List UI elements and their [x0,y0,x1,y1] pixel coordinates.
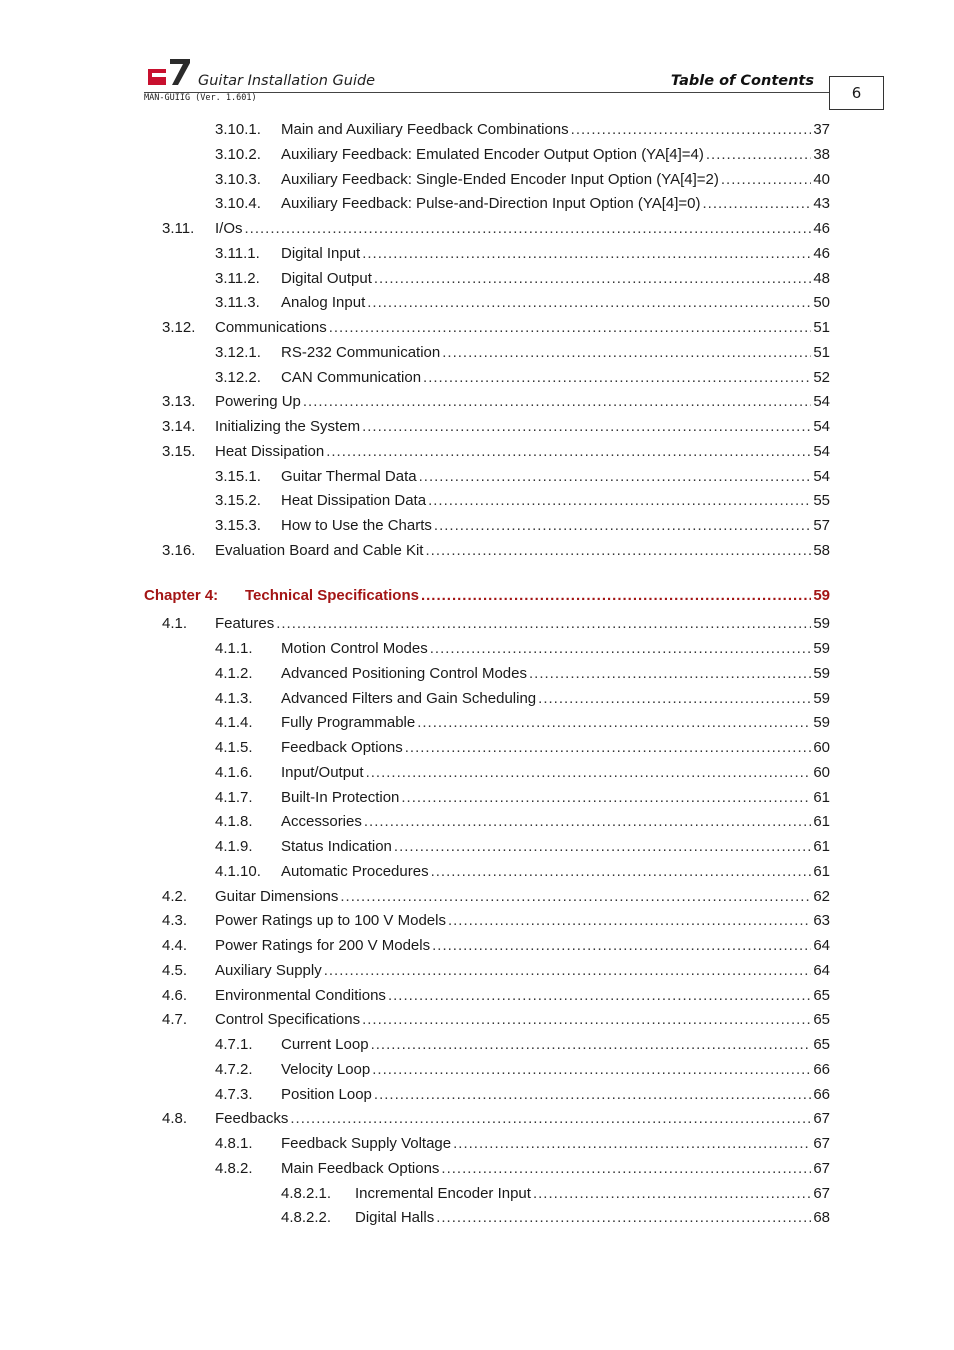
toc-entry-page: 63 [813,912,830,930]
toc-entry[interactable] [0,836,954,858]
document-version: MAN-GUIIG (Ver. 1.601) [144,93,257,103]
toc-entry-number: 3.11.3. [215,294,260,312]
toc-entry-title-line [215,886,830,908]
toc-entry[interactable] [0,218,954,240]
toc-dot-leader [417,712,811,734]
toc-entry-title-line [215,540,830,562]
toc-entry-title-line [281,836,830,858]
toc-entry-title: Velocity Loop [281,1060,371,1078]
toc-entry-number: 4.1.6. [215,763,253,781]
toc-entry-page: 65 [813,986,830,1004]
toc-entry-number: 4.8.2.1. [281,1184,332,1202]
toc-entry-title: Built-In Protection [281,788,400,806]
toc-entry[interactable] [0,193,954,215]
toc-entry[interactable] [0,638,954,660]
toc-entry-page: 40 [813,170,830,188]
toc-entry-number: 4.1.10. [215,862,261,880]
toc-entry-number: 4.1.2. [215,664,253,682]
toc-entry-number: 4.3. [162,912,188,930]
toc-entry[interactable] [0,342,954,364]
toc-entry-title-line [215,613,830,635]
toc-dot-leader [432,935,811,957]
toc-entry-title-line [281,367,830,389]
toc-entry-title-line [281,466,830,488]
toc-entry-page: 62 [813,887,830,905]
toc-entry-page: 59 [813,664,830,682]
toc-entry-title-line [281,1034,830,1056]
toc-entry-number: 4.7. [162,1011,188,1029]
toc-entry-title-line [215,218,830,240]
toc-entry[interactable] [0,861,954,883]
toc-entry-title-line [281,1158,830,1180]
toc-dot-leader [366,762,812,784]
toc-entry[interactable] [0,613,954,635]
toc-entry-title-line [215,935,830,957]
toc-entry-page: 61 [813,788,830,806]
toc-entry-number: 3.10.1. [215,121,261,138]
toc-dot-leader [419,466,812,488]
toc-entry-number: 4.7.1. [215,1036,253,1053]
toc-entry-page: 38 [813,145,830,163]
toc-entry-page: 51 [813,319,830,336]
toc-dot-leader [431,861,812,883]
toc-entry-page: 61 [813,862,830,880]
toc-dot-leader [362,1009,811,1031]
toc-entry-title: Power Ratings up to 100 V Models [215,912,446,930]
toc-entry-title-line [245,585,830,607]
toc-entry-title: Auxiliary Supply [215,961,322,979]
toc-entry-title: Main and Auxiliary Feedback Combinations [281,121,569,138]
toc-entry-title-line [215,960,830,982]
toc-entry-page: 46 [813,220,830,237]
toc-entry[interactable] [0,391,954,413]
toc-entry-title-line [281,243,830,265]
toc-entry-title-line [281,861,830,883]
toc-entry-title: Control Specifications [215,1011,361,1029]
toc-entry[interactable] [0,811,954,833]
toc-entry-title: Motion Control Modes [281,640,428,657]
toc-entry-title: Digital Output [281,269,372,287]
toc-entry-title: Features [215,615,275,633]
toc-entry-page: 59 [813,689,830,707]
toc-entry-title: CAN Communication [281,368,422,386]
toc-entry[interactable] [0,663,954,685]
toc-entry-number: Chapter 4: [144,586,219,604]
toc-entry[interactable] [0,762,954,784]
toc-entry[interactable] [0,1133,954,1155]
toc-entry-title: Accessories [281,813,362,831]
toc-entry-title: Feedbacks [215,1110,289,1128]
toc-entry[interactable] [0,243,954,265]
toc-entry-page: 54 [813,442,830,460]
toc-entry-title-line [281,712,830,734]
toc-entry-number: 3.15. [162,442,196,460]
toc-entry-title: Feedback Supply Voltage [281,1135,452,1152]
toc-dot-leader [276,613,811,635]
toc-entry-page: 52 [813,368,830,386]
toc-entry-title: Status Indication [281,838,392,855]
toc-entry-title-line [281,1084,830,1106]
toc-entry-title-line [215,391,830,413]
toc-entry[interactable] [0,910,954,932]
toc-dot-leader [436,1207,811,1229]
toc-dot-leader [448,910,811,932]
toc-entry-title-line [281,762,830,784]
toc-entry[interactable] [0,367,954,389]
toc-entry-page: 61 [813,813,830,831]
toc-entry[interactable] [0,268,954,290]
toc-entry[interactable] [0,292,954,314]
toc-dot-leader [428,490,811,512]
toc-entry[interactable] [0,1158,954,1180]
toc-entry-page: 58 [813,541,830,559]
toc-entry-title-line [281,490,830,512]
toc-entry-page: 65 [813,1011,830,1029]
toc-entry-title: Auxiliary Feedback: Single-Ended Encoder Input Option (YA[4]=2) [281,170,719,188]
toc-dot-leader [371,1034,812,1056]
toc-entry[interactable] [0,416,954,438]
toc-dot-leader [290,1108,811,1130]
toc-entry-number: 4.1.8. [215,813,253,831]
toc-entry-number: 4.8.2. [215,1159,253,1177]
toc-entry-number: 3.15.3. [215,517,261,534]
toc-entry-number: 4.7.2. [215,1060,253,1078]
toc-entry-number: 3.16. [162,541,196,559]
toc-entry-page: 61 [813,838,830,855]
toc-entry-page: 59 [813,615,830,633]
toc-entry-title: Communications [215,319,327,336]
toc-dot-leader [430,638,812,660]
toc-dot-leader [441,1158,811,1180]
toc-dot-leader [340,886,811,908]
toc-entry-number: 3.11. [162,220,195,237]
toc-entry-page: 66 [813,1060,830,1078]
toc-dot-leader [425,540,811,562]
toc-entry-number: 4.2. [162,887,188,905]
toc-dot-leader [324,960,812,982]
toc-entry-title: Fully Programmable [281,714,416,732]
toc-entry-page: 48 [813,269,830,287]
toc-dot-leader [367,292,811,314]
toc-entry-title: Powering Up [215,393,301,411]
toc-entry-number: 3.15.2. [215,492,261,510]
toc-dot-leader [388,985,811,1007]
toc-entry-page: 43 [813,195,830,213]
toc-entry[interactable] [0,441,954,463]
toc-entry-number: 3.12.2. [215,368,261,386]
toc-entry-title-line [281,638,830,660]
toc-dot-leader [394,836,811,858]
toc-entry-number: 4.8.2.2. [281,1209,332,1227]
toc-dot-leader [329,317,812,339]
toc-entry-title: Analog Input [281,294,366,312]
toc-dot-leader [706,144,811,166]
toc-entry-title: Digital Halls [355,1209,435,1227]
toc-entry-title: How to Use the Charts [281,517,432,534]
toc-entry[interactable] [0,169,954,191]
toc-dot-leader [364,811,811,833]
toc-entry[interactable] [0,1207,954,1229]
toc-entry[interactable] [0,144,954,166]
elmo-logo-icon [148,57,190,87]
toc-dot-leader [372,1059,811,1081]
toc-entry-page: 68 [813,1209,830,1227]
toc-entry-page: 59 [813,640,830,657]
toc-entry[interactable] [0,317,954,339]
toc-entry-title: Evaluation Board and Cable Kit [215,541,424,559]
toc-entry[interactable] [0,688,954,710]
toc-dot-leader [401,787,811,809]
toc-entry-title: Auxiliary Feedback: Emulated Encoder Output Option (YA[4]=4) [281,145,704,163]
toc-dot-leader [374,268,811,290]
toc-chapter-entry[interactable] [0,585,954,607]
toc-entry-title-line [281,688,830,710]
toc-entry-number: 3.13. [162,393,196,411]
toc-entry[interactable] [0,1059,954,1081]
toc-entry-page: 65 [813,1036,830,1053]
toc-entry-number: 4.1.9. [215,838,253,855]
toc-entry-page: 67 [813,1110,830,1128]
toc-entry-number: 4.1.3. [215,689,253,707]
toc-entry-title: Advanced Positioning Control Modes [281,664,527,682]
toc-entry-page: 67 [813,1184,830,1202]
toc-entry-title-line [281,292,830,314]
toc-entry[interactable] [0,787,954,809]
toc-dot-leader [721,169,811,191]
toc-entry-number: 4.1.5. [215,739,253,756]
toc-dot-leader [434,515,811,537]
toc-entry-title-line [281,515,830,537]
toc-entry-title: Auxiliary Feedback: Pulse-and-Direction Input Option (YA[4]=0) [281,195,701,213]
toc-entry-number: 4.4. [162,937,188,954]
toc-entry-number: 4.5. [162,961,188,979]
toc-entry-page: 60 [813,739,830,756]
toc-entry-number: 3.11.1. [215,244,260,262]
toc-entry[interactable] [0,737,954,759]
toc-entry[interactable] [0,985,954,1007]
toc-entry-page: 46 [813,244,830,262]
toc-entry-title-line [281,1133,830,1155]
toc-entry-title-line [281,737,830,759]
toc-entry-page: 64 [813,937,830,954]
toc-dot-leader [374,1084,811,1106]
page-number-box [829,76,884,110]
toc-entry[interactable] [0,515,954,537]
toc-entry-title-line [281,811,830,833]
toc-dot-leader [423,367,811,389]
toc-entry-title-line [215,416,830,438]
toc-entry[interactable] [0,1034,954,1056]
toc-dot-leader [421,585,811,607]
toc-entry-page: 54 [813,467,830,485]
toc-entry-title-line [215,985,830,1007]
toc-entry-number: 3.10.3. [215,170,261,188]
toc-entry-page: 55 [813,492,830,510]
toc-entry-page: 60 [813,763,830,781]
toc-entry-title-line [215,1009,830,1031]
toc-entry-title: Guitar Dimensions [215,887,339,905]
toc-entry-page: 67 [813,1135,830,1152]
toc-entry-title: Feedback Options [281,739,403,756]
section-title: Table of Contents [670,73,814,89]
toc-entry-title-line [281,1059,830,1081]
toc-entry-title-line [215,317,830,339]
toc-entry[interactable] [0,712,954,734]
toc-entry-number: 4.6. [162,986,188,1004]
toc-dot-leader [538,688,811,710]
toc-entry-page: 37 [813,121,830,138]
toc-dot-leader [533,1183,811,1205]
toc-entry-page: 66 [813,1085,830,1103]
toc-entry-number: 3.11.2. [215,269,260,287]
toc-entry-page: 57 [813,517,830,534]
document-title: Guitar Installation Guide [198,73,376,89]
toc-entry-title-line [281,268,830,290]
toc-entry-page: 67 [813,1159,830,1177]
toc-dot-leader [529,663,811,685]
toc-entry[interactable] [0,1009,954,1031]
toc-entry-title: Heat Dissipation Data [281,492,427,510]
toc-entry[interactable] [0,935,954,957]
toc-entry-number: 4.1.7. [215,788,253,806]
toc-entry-title: Guitar Thermal Data [281,467,417,485]
toc-entry-title: Initializing the System [215,418,361,435]
toc-entry-title: Advanced Filters and Gain Scheduling [281,689,537,707]
toc-dot-leader [571,119,812,141]
toc-entry[interactable] [0,540,954,562]
toc-entry-number: 4.7.3. [215,1085,253,1103]
toc-dot-leader [405,737,812,759]
toc-entry[interactable] [0,466,954,488]
toc-entry[interactable] [0,1108,954,1130]
toc-entry-title-line [281,787,830,809]
toc-dot-leader [453,1133,811,1155]
toc-entry-title: Power Ratings for 200 V Models [215,937,431,954]
toc-entry-number: 3.15.1. [215,467,261,485]
page-number: 6 [851,84,862,102]
toc-entry-title-line [281,119,830,141]
toc-dot-leader [245,218,812,240]
toc-entry-title: Input/Output [281,763,364,781]
toc-entry-page: 50 [813,294,830,312]
toc-entry-title: Environmental Conditions [215,986,386,1004]
toc-entry-title: Main Feedback Options [281,1159,440,1177]
toc-entry-title-line [281,169,830,191]
toc-entry[interactable] [0,1084,954,1106]
toc-entry-page: 54 [813,418,830,435]
toc-entry-number: 3.12. [162,319,196,336]
toc-entry-number: 4.1.1. [215,640,253,657]
toc-entry-title-line [281,663,830,685]
toc-entry-number: 3.10.4. [215,195,261,213]
toc-entry-title: Heat Dissipation [215,442,325,460]
toc-entry-number: 4.8.1. [215,1135,253,1152]
toc-entry-title-line [215,441,830,463]
toc-entry-number: 3.14. [162,418,196,435]
toc-entry-title-line [215,910,830,932]
toc-entry-title: Current Loop [281,1036,369,1053]
toc-dot-leader [442,342,811,364]
toc-entry-title-line [215,1108,830,1130]
toc-entry-title: RS-232 Communication [281,343,441,361]
toc-dot-leader [326,441,811,463]
toc-entry-page: 54 [813,393,830,411]
toc-dot-leader [703,193,812,215]
toc-entry-title-line [281,193,830,215]
toc-entry-number: 3.12.1. [215,343,261,361]
toc-entry-title: Automatic Procedures [281,862,429,880]
toc-entry-title: Position Loop [281,1085,372,1103]
toc-dot-leader [362,243,811,265]
toc-entry-title-line [281,144,830,166]
toc-entry-page: 59 [813,714,830,732]
toc-entry[interactable] [0,960,954,982]
toc-entry-title: Technical Specifications [245,586,419,604]
toc-entry-title-line [355,1183,830,1205]
toc-entry-number: 4.1. [162,615,188,633]
toc-entry-number: 4.8. [162,1110,188,1128]
toc-entry-page: 64 [813,961,830,979]
toc-entry-title: I/Os [215,220,243,237]
toc-entry-page: 59 [813,586,830,604]
toc-dot-leader [303,391,811,413]
toc-entry-title: Incremental Encoder Input [355,1184,531,1202]
toc-entry-title: Digital Input [281,244,361,262]
toc-entry[interactable] [0,119,954,141]
toc-entry[interactable] [0,886,954,908]
toc-entry-page: 51 [813,343,830,361]
toc-dot-leader [362,416,811,438]
toc-entry-title-line [281,342,830,364]
toc-entry[interactable] [0,490,954,512]
toc-entry-title-line [355,1207,830,1229]
toc-entry-number: 3.10.2. [215,145,261,163]
toc-entry-number: 4.1.4. [215,714,253,732]
toc-entry[interactable] [0,1183,954,1205]
